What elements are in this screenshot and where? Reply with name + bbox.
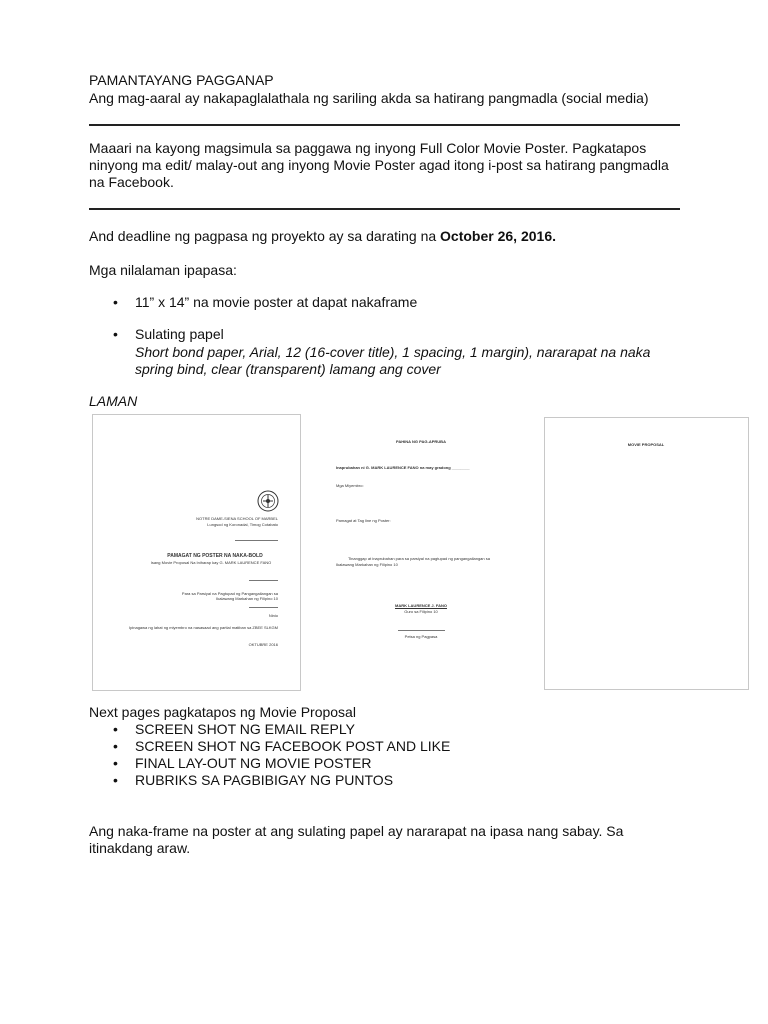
list-item-text: 11” x 14” na movie poster at dapat nakaframe [135, 294, 418, 310]
purpose-line: Para sa Parsiyal na Pagtupad ng Pangangailangan sa [181, 591, 278, 596]
intro-line: ninyong ma edit/ malay-out ang inyong Movie Poster agad itong i-post sa hatirang pangmadla [89, 157, 669, 173]
divider-top [89, 124, 680, 126]
movie-proposal-page-thumbnail [544, 417, 749, 690]
tagline-label: Pamagat at Tag line ng Poster: [336, 518, 391, 523]
submission-date-label: Petsa ng Pagpasa [404, 634, 438, 639]
teacher-name: MARK LAURENCE J. FANO [394, 603, 448, 608]
paper-spec-line: Short bond paper, Arial, 12 (16-cover title), 1 spacing, 1 margin), nararapat na naka [135, 344, 651, 360]
intro-paragraph [89, 140, 669, 191]
deadline-text: And deadline ng pagpasa ng proyekto ay sa darating na [89, 228, 441, 244]
proposal-title: MOVIE PROPOSAL [627, 442, 665, 447]
approval-page-thumbnail [318, 414, 525, 689]
purpose-line: Ikalawang Markahan ng Filipino 10 [216, 596, 278, 601]
list-item-text: FINAL LAY-OUT NG MOVIE POSTER [135, 755, 372, 771]
list-item [113, 755, 450, 772]
laman-heading: LAMAN [89, 393, 138, 409]
student-name: Ninio [268, 613, 278, 618]
contents-heading: Mga nilalaman ipapasa: [89, 262, 237, 278]
intro-line: Maaari na kayong magsimula sa paggawa ng inyong Full Color Movie Poster. Pagkatapos [89, 140, 647, 156]
paper-spec-line: spring bind, clear (transparent) lamang ang cover [135, 361, 441, 377]
signature-line [398, 630, 445, 631]
approval-statement: Ikalawang Markahan ng Filipino 10 [336, 562, 398, 567]
list-item [113, 294, 417, 311]
group-note: Ipinagawa ng lahat ng miyembro na nasasaad ang partial matiban sa ZBEE SLKGM [129, 625, 278, 630]
list-item [113, 738, 450, 755]
teacher-role: Guro sa Filipino 10 [404, 609, 438, 614]
school-seal-icon [257, 490, 279, 512]
closing-line: Ang naka-frame na poster at ang sulating papel ay nararapat na ipasa nang sabay. Sa [89, 823, 624, 839]
deadline-sentence [89, 228, 556, 245]
list-item-text: Sulating papel [135, 326, 224, 342]
members-label: Mga Miyembro: [336, 483, 364, 488]
list-item [113, 326, 224, 343]
contents-list [113, 294, 417, 311]
list-item-text: SCREEN SHOT NG EMAIL REPLY [135, 721, 355, 737]
list-item [113, 772, 450, 789]
blank-line [249, 580, 278, 581]
cover-page-thumbnail [92, 414, 301, 691]
list-item [113, 721, 450, 738]
closing-line: itinakdang araw. [89, 840, 191, 856]
deadline-date: October 26, 2016. [440, 228, 556, 244]
approval-title: PAHINA NG PAG-APRUBA [396, 439, 446, 444]
performance-standard: Ang mag-aaral ay nakapaglalathala ng sariling akda sa hatirang pangmadla (social media) [89, 90, 649, 106]
approval-grade-line: Inaprubahan ni G. MARK LAURENCE FANO na may gradong ________ [336, 465, 470, 470]
blank-line [235, 540, 278, 541]
next-pages-list [113, 721, 450, 789]
poster-title: PAMAGAT NG POSTER NA NAKA-BOLD [167, 553, 263, 559]
list-item-text: SCREEN SHOT NG FACEBOOK POST AND LIKE [135, 738, 451, 754]
school-name: NOTRE DAME-SIENA SCHOOL OF MARBEL [196, 516, 278, 521]
cover-date: OKTUBRE 2016 [248, 642, 278, 647]
approval-statement: Tinanggap at inaprubahan para sa parsiyal na pagtupad ng pangangailangan sa [348, 556, 490, 561]
list-item-text: RUBRIKS SA PAGBIBIGAY NG PUNTOS [135, 772, 394, 788]
school-location: Lungsod ng Koronadal, Timog Cotabato [207, 522, 278, 527]
document-title: PAMANTAYANG PAGGANAP [89, 72, 274, 88]
proposal-byline: Isang Movie Proposal Na Iniharap kay G. MARK LAURENCE FANO [150, 560, 272, 565]
next-pages-heading: Next pages pagkatapos ng Movie Proposal [89, 704, 356, 720]
intro-line: na Facebook. [89, 174, 174, 190]
blank-line [249, 607, 278, 608]
contents-list [113, 326, 224, 343]
divider-bottom [89, 208, 680, 210]
